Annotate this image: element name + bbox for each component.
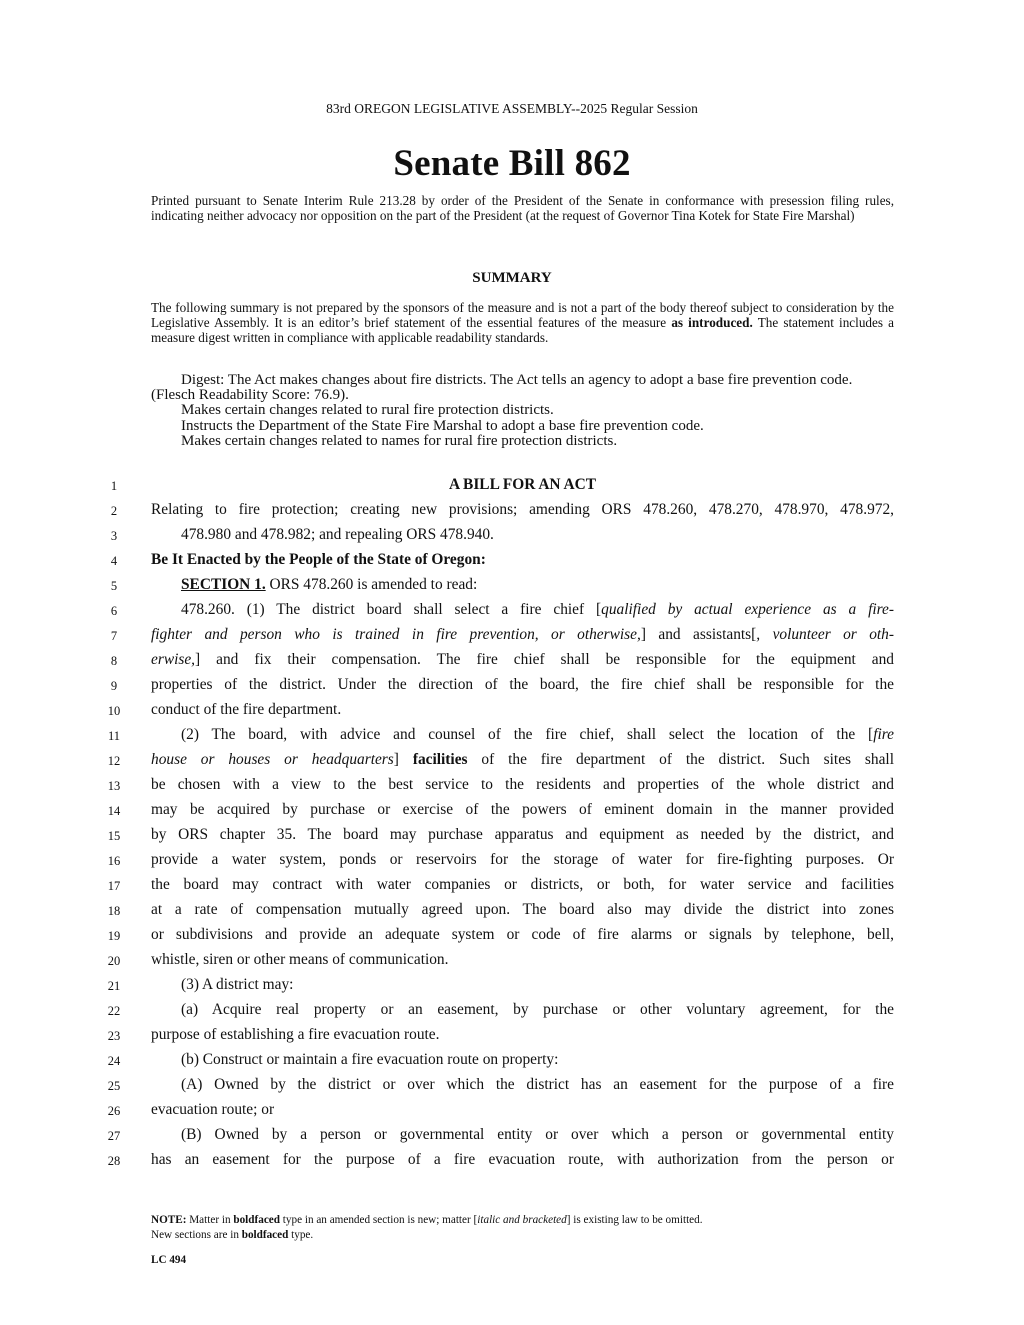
line-number: 14 — [107, 804, 121, 818]
bill-line: evacuation route; or — [151, 1101, 275, 1118]
note-text: Matter in — [186, 1214, 234, 1226]
line-number: 4 — [110, 554, 118, 568]
note-text: ] is existing law to be omitted. — [566, 1214, 703, 1226]
line-number: 21 — [107, 979, 121, 993]
bill-line — [181, 726, 894, 744]
line-number: 24 — [107, 1054, 121, 1068]
line-number: 15 — [107, 829, 121, 843]
summary-intro-b: The statement includes a measure digest written in compliance with applicable readability standards. — [151, 315, 894, 345]
bill-line-text: ORS 478.260 is amended to read: — [265, 576, 478, 593]
line-number: 7 — [110, 629, 118, 643]
bill-line: or subdivisions and provide an adequate system or code of fire alarms or signals by telephone, bell, — [151, 926, 894, 943]
line-number: 9 — [110, 679, 118, 693]
bill-line: (A) Owned by the district or over which the district has an easement for the purpose of a fire — [181, 1076, 894, 1093]
line-number: 8 — [110, 654, 118, 668]
footer-note-line — [151, 1213, 894, 1228]
line-number: 1 — [110, 479, 118, 493]
note-text: type in an amended section is new; matter [ — [279, 1214, 478, 1226]
line-number: 26 — [107, 1104, 121, 1118]
new-text: facilities — [412, 751, 468, 768]
bill-line: (a) Acquire real property or an easement, by purchase or other voluntary agreement, for the — [181, 1001, 894, 1018]
line-number: 12 — [107, 754, 121, 768]
printed-pursuant-note: Printed pursuant to Senate Interim Rule 213.28 by order of the President of the Senate in conformance with presession filing rules, indicating neither advocacy nor opposition on the part of the President (at the request of Governor Tina Kotek for State Fire Marshal) — [151, 193, 894, 223]
bill-line — [151, 751, 894, 769]
line-number: 16 — [107, 854, 121, 868]
bill-line: provide a water system, ponds or reservoirs for the storage of water for fire-fighting purposes. Or — [151, 851, 894, 868]
summary-heading: SUMMARY — [472, 270, 552, 286]
digest-item: Instructs the Department of the State Fire Marshal to adopt a base fire prevention code. — [181, 417, 704, 434]
bill-line: purpose of establishing a fire evacuation route. — [151, 1026, 440, 1043]
line-number: 17 — [107, 879, 121, 893]
lc-number: LC 494 — [151, 1254, 187, 1266]
bill-line: properties of the district. Under the direction of the board, the fire chief shall be responsible for the — [151, 676, 894, 693]
page-title: Senate Bill 862 — [393, 143, 631, 184]
note-text: type. — [288, 1229, 314, 1241]
deleted-text: erwise, — [151, 651, 196, 668]
digest-item: Makes certain changes related to rural fire protection districts. — [181, 402, 554, 419]
line-number: 27 — [107, 1129, 121, 1143]
bill-line: (3) A district may: — [181, 976, 294, 993]
deleted-text: , volunteer or oth- — [756, 626, 894, 643]
line-number: 25 — [107, 1079, 121, 1093]
bill-line: conduct of the fire department. — [151, 701, 342, 718]
bill-line: by ORS chapter 35. The board may purchase apparatus and equipment as needed by the district, and — [151, 826, 894, 843]
line-number: 28 — [107, 1154, 121, 1168]
bill-heading: A BILL FOR AN ACT — [448, 476, 597, 493]
line-number: 10 — [107, 704, 121, 718]
enacting-clause: Be It Enacted by the People of the State of Oregon: — [151, 551, 486, 568]
bill-line-text: ] and assistants[ — [640, 626, 757, 643]
digest-text: Digest: The Act makes changes about fire districts. The Act tells an agency to adopt a base fire prevention code. (Flesch Readability Score: 76.9). — [151, 372, 853, 404]
bill-line: has an easement for the purpose of a fire evacuation route, with authorization from the person or — [151, 1151, 894, 1168]
line-number: 3 — [110, 529, 118, 543]
bill-line: at a rate of compensation mutually agreed upon. The board also may divide the district into zones — [151, 901, 894, 918]
deleted-text: fire — [873, 726, 894, 743]
line-number: 18 — [107, 904, 121, 918]
bill-line-text: of the fire department of the district. Such sites shall — [467, 751, 894, 768]
line-number: 13 — [107, 779, 121, 793]
section-label: SECTION 1. — [181, 576, 266, 593]
session-header: 83rd OREGON LEGISLATIVE ASSEMBLY--2025 Regular Session — [326, 101, 698, 116]
bill-line — [181, 576, 924, 594]
line-number: 6 — [110, 604, 118, 618]
line-number: 23 — [107, 1029, 121, 1043]
summary-intro-a: The following summary is not prepared by the sponsors of the measure and is not a part of the body thereof subject to consideration by the Legislative Assembly. It is an editor’s brief statement of the essential features of the measure — [151, 300, 894, 330]
digest-item: Makes certain changes related to names for rural fire protection districts. — [181, 432, 618, 449]
note-text: New sections are in — [151, 1229, 242, 1241]
bill-line: (b) Construct or maintain a fire evacuation route on property: — [181, 1051, 559, 1068]
line-number: 19 — [107, 929, 121, 943]
bill-line: (B) Owned by a person or governmental entity or over which a person or governmental entity — [181, 1126, 894, 1143]
bill-line: Relating to fire protection; creating new provisions; amending ORS 478.260, 478.270, 478.970, 478.972, — [151, 501, 894, 518]
bill-line-text: 478.260. (1) The district board shall select a fire chief [ — [181, 601, 602, 618]
note-label: NOTE: — [151, 1214, 187, 1226]
note-bold: boldfaced — [241, 1229, 289, 1241]
bill-line: may be acquired by purchase or exercise of the powers of eminent domain in the manner provided — [151, 801, 894, 818]
bill-line — [151, 651, 894, 669]
digest — [151, 373, 894, 449]
footer-note-line — [151, 1228, 894, 1243]
line-number: 22 — [107, 1004, 121, 1018]
line-number: 20 — [107, 954, 121, 968]
summary-intro-bold: as introduced. — [671, 315, 753, 330]
deleted-text: qualified by actual experience as a fire- — [601, 601, 895, 618]
bill-line: whistle, siren or other means of communication. — [151, 951, 449, 968]
summary-intro — [151, 300, 894, 345]
deleted-text: fighter and person who is trained in fire prevention, or otherwise, — [151, 626, 641, 643]
bill-line-text: (2) The board, with advice and counsel of the fire chief, shall select the location of the [ — [181, 726, 874, 743]
bill-line — [181, 601, 894, 619]
note-italic: italic and bracketed — [477, 1214, 567, 1226]
line-number: 5 — [110, 579, 118, 593]
bill-line: the board may contract with water companies or districts, or both, for water service and facilities — [151, 876, 894, 893]
bill-line: 478.980 and 478.982; and repealing ORS 478.940. — [181, 526, 494, 543]
bill-line — [151, 626, 894, 644]
line-number: 11 — [107, 729, 121, 743]
bill-line-text: ] and fix their compensation. The fire chief shall be responsible for the equipment and — [195, 651, 894, 668]
bill-line-text: ] — [393, 751, 413, 768]
deleted-text: house or houses or headquarters — [151, 751, 394, 768]
footer-note — [151, 1213, 894, 1243]
bill-line: be chosen with a view to the best service to the residents and properties of the whole district and — [151, 776, 894, 793]
line-number: 2 — [110, 504, 118, 518]
note-bold: boldfaced — [233, 1214, 280, 1226]
